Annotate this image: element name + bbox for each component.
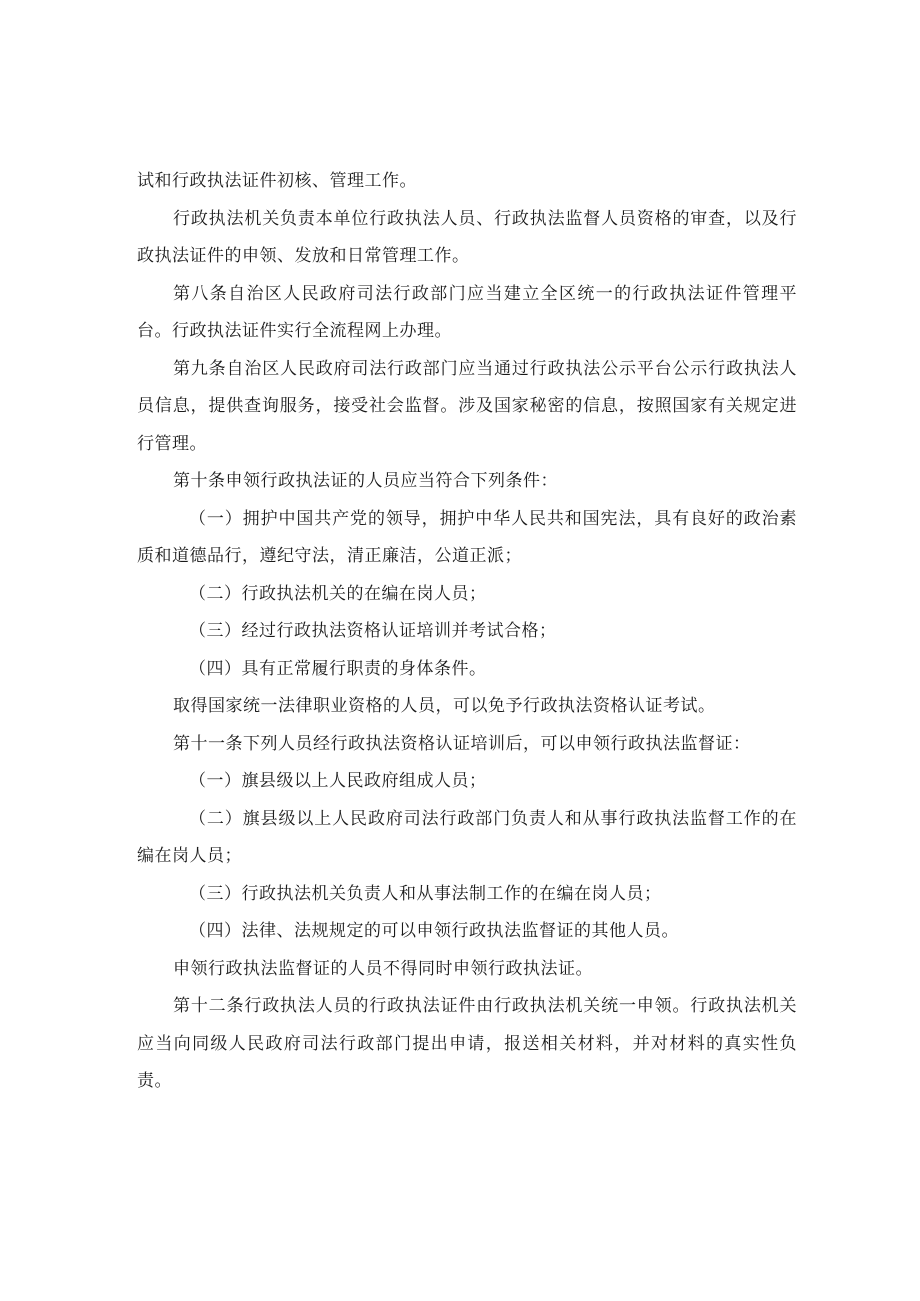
list-item: （三）行政执法机关负责人和从事法制工作的在编在岗人员；: [189, 883, 662, 904]
list-item: （四）法律、法规规定的可以申领行政执法监督证的其他人员。: [189, 921, 679, 941]
paragraph-article-12: 第十二条行政执法人员的行政执法证件由行政执法机关统一申领。行政执法机关应当向同级人民政府司法行政部门提出申请，报送相关材料，并对材料的真实性负责。: [137, 996, 797, 1091]
list-item: （三）经过行政执法资格认证培训并考试合格；: [189, 621, 557, 641]
paragraph-article-9: 第九条自治区人民政府司法行政部门应当通过行政执法公示平台公示行政执法人员信息，提供查询服务，接受社会监督。涉及国家秘密的信息，按照国家有关规定进行管理。: [137, 358, 797, 454]
list-item: （四）具有正常履行职责的身体条件。: [189, 658, 487, 679]
paragraph-article-10: 第十条申领行政执法证的人员应当符合下列条件：: [173, 471, 558, 491]
paragraph-restriction: 申领行政执法监督证的人员不得同时申领行政执法证。: [173, 958, 593, 979]
paragraph-exemption: 取得国家统一法律职业资格的人员，可以免予行政执法资格认证考试。: [173, 696, 716, 716]
paragraph-article-11: 第十一条下列人员经行政执法资格认证培训后，可以申领行政执法监督证：: [173, 733, 751, 754]
list-item: （一）旗县级以上人民政府组成人员；: [189, 771, 487, 791]
list-item: （二）旗县级以上人民政府司法行政部门负责人和从事行政执法监督工作的在编在岗人员；: [137, 808, 797, 866]
document-body: [137, 163, 797, 1101]
paragraph-agency-duties: 行政执法机关负责本单位行政执法人员、行政执法监督人员资格的审查，以及行政执法证件的申领、发放和日常管理工作。: [137, 208, 797, 266]
list-item: （一）拥护中国共产党的领导，拥护中华人民共和国宪法，具有良好的政治素质和道德品行，遵纪守法，清正廉洁，公道正派；: [137, 508, 797, 566]
list-item: （二）行政执法机关的在编在岗人员；: [189, 583, 487, 604]
paragraph-continuation: 试和行政执法证件初核、管理工作。: [137, 171, 417, 191]
paragraph-article-8: 第八条自治区人民政府司法行政部门应当建立全区统一的行政执法证件管理平台。行政执法证件实行全流程网上办理。: [137, 283, 797, 341]
